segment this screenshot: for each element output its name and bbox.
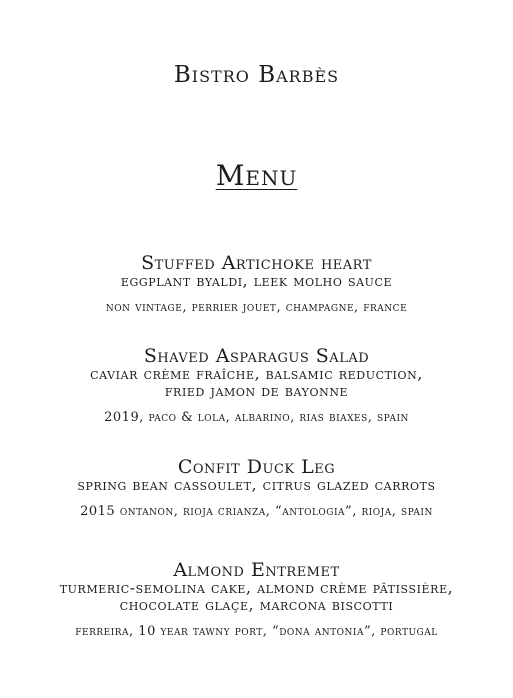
course-3: [0, 458, 513, 519]
dish-name: Shaved Asparagus Salad: [143, 345, 370, 367]
wine-pairing: non vintage, perrier jouet, champagne, france: [105, 300, 408, 315]
wine-pairing: 2019, paco & lola, albarino, rias biaxes, spain: [104, 410, 409, 425]
dish-name: Confit Duck Leg: [177, 456, 336, 478]
dish-description: spring bean cassoulet, citrus glazed carrots: [77, 476, 436, 494]
wine-pairing: 2015 ontanon, rioja crianza, “antologia”, rioja, spain: [80, 504, 433, 519]
course-2: [0, 347, 513, 425]
restaurant-name: Bistro Barbès: [173, 62, 340, 88]
menu-title: [0, 160, 513, 192]
wine-pairing: ferreira, 10 year tawny port, “dona antonia”, portugal: [75, 624, 438, 639]
course-4: [0, 561, 513, 639]
menu-title-text: Menu: [215, 159, 298, 192]
dish-name: Almond Entremet: [173, 559, 340, 581]
dish-description: caviar crème fraîche, balsamic reduction,: [90, 365, 423, 383]
course-1: [0, 254, 513, 315]
dish-description: eggplant byaldi, leek molho sauce: [120, 272, 393, 290]
dish-description: chocolate glaçe, marcona biscotti: [119, 596, 394, 614]
dish-description: turmeric-semolina cake, almond crème pâtissière,: [59, 579, 454, 597]
dish-description: fried jamon de bayonne: [164, 382, 349, 400]
dish-name: Stuffed Artichoke heart: [141, 252, 372, 274]
